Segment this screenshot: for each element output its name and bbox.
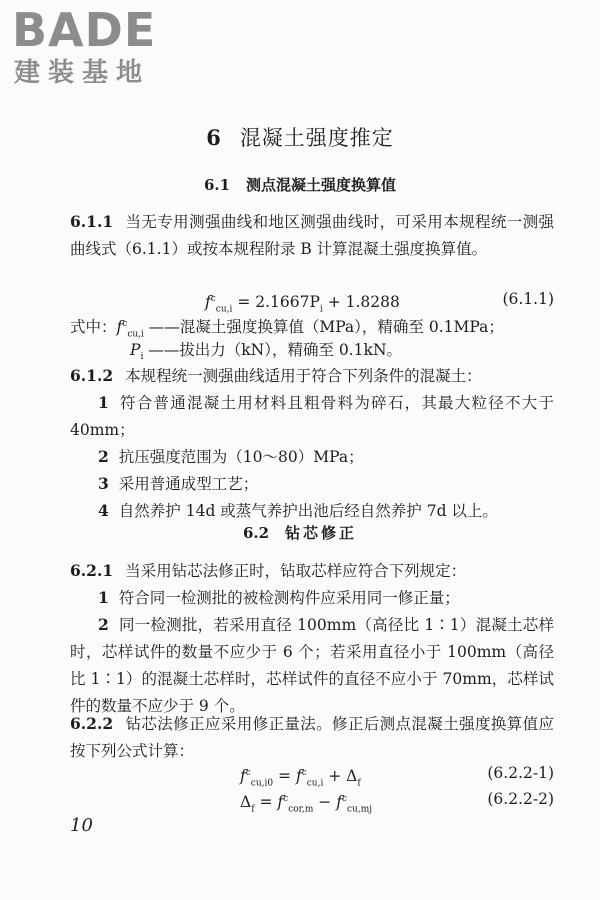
chapter-title <box>0 124 600 152</box>
clause-6-2-1 <box>70 557 554 585</box>
clause-text: 本规程统一测强曲线适用于符合下列条件的混凝土： <box>125 367 482 385</box>
symbol-definition-2: $P_i$ ——拔出力（kN），精确至 0.1kN。 <box>130 341 403 363</box>
clause-text: 当无专用测强曲线和地区测强曲线时，可采用本规程统一测强曲线式（6.1.1）或按本规程附录 B 计算混凝土强度换算值。 <box>70 213 554 258</box>
list-item: 1 符合普通混凝土用材料且粗骨料为碎石，其最大粒径不大于 40mm； <box>70 393 554 439</box>
section-number: 6.1 <box>203 176 231 194</box>
list-item: 2 抗压强度范围为（10～80）MPa； <box>98 447 364 466</box>
clause-text: 当采用钻芯法修正时，钻取芯样应符合下列规定： <box>125 562 467 580</box>
formula-expression: $\Delta_f = f^c_{cor,m} - f^c_{cu,mj}$ <box>240 793 373 815</box>
equation-number: (6.2.2-1) <box>487 764 554 782</box>
section-title-6-1 <box>0 174 600 196</box>
formula-6-2-2-2 <box>70 786 554 815</box>
logo-wordmark: BADE <box>12 3 157 57</box>
formula-6-1-1 <box>70 286 554 315</box>
list-item: 2 同一检测批，若采用直径 100mm（高径比 1∶1）混凝土芯样时，芯样试件的数量不应少于 6 个；若采用直径小于 100mm（高径比 1∶1）的混凝土芯样时，芯样试件的直径不应小于 70mm，芯样试件的数量不应少于 9 个。 <box>70 615 554 715</box>
clause-number: 6.1.2 <box>70 366 114 385</box>
section-title-text: 钻芯修正 <box>285 524 358 542</box>
definition-text: ——拔出力（kN），精确至 0.1kN。 <box>148 341 403 359</box>
formula-expression: $f^c_{cu,i} = 2.1667P_i + 1.8288$ <box>205 293 400 315</box>
list-item: 4 自然养护 14d 或蒸气养护出池后经自然养护 7d 以上。 <box>98 501 498 520</box>
definition-text: ——混凝土强度换算值（MPa），精确至 0.1MPa； <box>148 318 504 337</box>
clause-number: 6.2.2 <box>70 714 114 733</box>
clause-6-2-2 <box>70 710 554 765</box>
section-title-6-2 <box>0 522 600 544</box>
bade-logo <box>12 3 182 90</box>
chapter-title-text: 混凝土强度推定 <box>239 126 394 150</box>
list-item: 1 符合同一检测批的被检测构件应采用同一修正量； <box>98 588 460 607</box>
section-number: 6.2 <box>242 524 270 542</box>
clause-number: 6.1.1 <box>70 212 114 231</box>
page-number: 10 <box>70 815 93 836</box>
clause-number: 6.2.1 <box>70 561 114 580</box>
section-title-text: 测点混凝土强度换算值 <box>246 176 397 194</box>
logo-chinese: 建装基地 <box>14 58 151 88</box>
equation-number: (6.1.1) <box>502 290 554 308</box>
clause-6-1-2 <box>70 362 554 390</box>
chapter-number: 6 <box>206 125 222 150</box>
symbol-definition-1: 式中：$f^c_{cu,i}$ ——混凝土强度换算值（MPa），精确至 0.1MPa； <box>70 318 504 340</box>
equation-number: (6.2.2-2) <box>487 790 554 808</box>
formula-expression: $f^c_{cu,i0} = f^c_{cu,i} + \Delta_f$ <box>240 767 361 789</box>
clause-text: 钻芯法修正应采用修正量法。修正后测点混凝土强度换算值应按下列公式计算： <box>70 715 554 760</box>
list-item: 3 采用普通成型工艺； <box>98 474 259 493</box>
formula-6-2-2-1 <box>70 760 554 789</box>
clause-6-1-1 <box>70 208 554 263</box>
where-label: 式中： <box>70 318 117 337</box>
